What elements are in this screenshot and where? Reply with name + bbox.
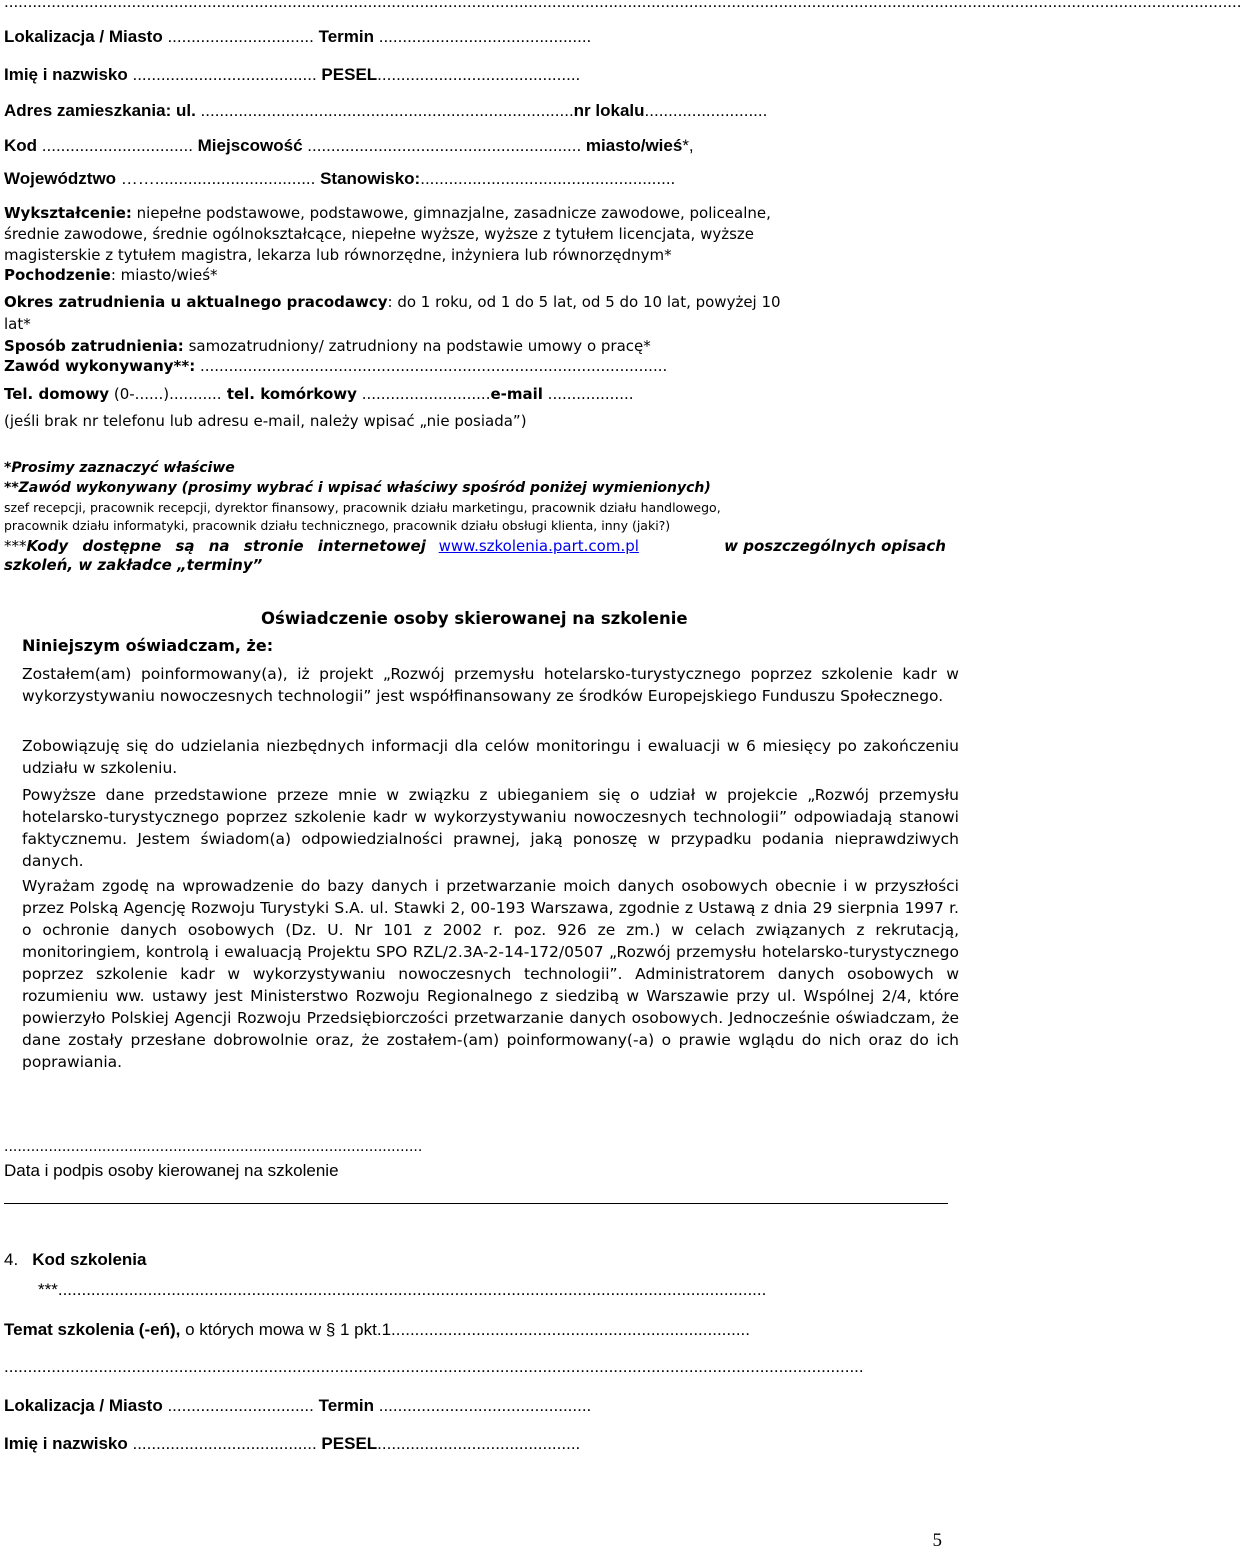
wyksztalcenie-label: Wykształcenie: bbox=[4, 204, 132, 222]
tel-domowy-label: Tel. domowy bbox=[4, 385, 110, 403]
page-number: 5 bbox=[932, 1530, 942, 1551]
wyksztalcenie-line-2: średnie zawodowe, średnie ogólnokształcące, niepełne wyższe, wyższe z tytułem licencjata, wyższe bbox=[4, 225, 754, 243]
brak-note: (jeśli brak nr telefonu lub adresu e-mail, należy wpisać „nie posiada”) bbox=[4, 412, 527, 430]
zawod-list-line-1: szef recepcji, pracownik recepcji, dyrektor finansowy, pracownik działu marketingu, pracownik działu handlowego, bbox=[4, 500, 721, 515]
stanowisko-label: Stanowisko: bbox=[315, 169, 421, 188]
lokalizacja-label-2: Lokalizacja / Miasto bbox=[4, 1396, 163, 1415]
note-kody bbox=[4, 537, 946, 555]
sposob-label: Sposób zatrudnienia: bbox=[4, 337, 184, 355]
kod-dots-fill: ...................................................................................................................................................... bbox=[57, 1280, 767, 1299]
kod-label: Kod bbox=[4, 136, 38, 155]
kod-szkolenia-label: Kod szkolenia bbox=[32, 1250, 147, 1269]
row-lokalizacja-2 bbox=[4, 1396, 591, 1416]
tel-komorkowy-dots: ........................... bbox=[356, 385, 491, 403]
row-imie-pesel bbox=[4, 65, 580, 85]
declaration-paragraph-1: Zostałem(am) poinformowany(a), iż projekt „Rozwój przemysłu hotelarsko-turystycznego poprzez szkolenie kadr w wykorzystywaniu nowoczesnych technologii” jest współfinansowany ze środków Europejskiego Funduszu Społecznego. bbox=[22, 665, 959, 705]
row-kod-dots bbox=[38, 1280, 766, 1300]
section-number: 4. bbox=[4, 1250, 19, 1269]
nr-lokalu-label: nr lokalu bbox=[573, 101, 645, 120]
email-dots: .................. bbox=[542, 385, 634, 403]
row-kod bbox=[4, 136, 694, 156]
note-zawod: **Zawód wykonywany (prosimy wybrać i wpisać właściwy spośród poniżej wymienionych) bbox=[4, 480, 711, 496]
termin-dots-2: ............................................. bbox=[374, 1396, 592, 1415]
kod-stars: *** bbox=[38, 1280, 58, 1299]
temat-label: Temat szkolenia (-eń), bbox=[4, 1320, 181, 1339]
signature-rule bbox=[4, 1203, 948, 1204]
wyksztalcenie-line-1 bbox=[4, 204, 771, 222]
pesel-dots-2: ........................................... bbox=[377, 1434, 581, 1453]
okres-continuation: lat* bbox=[4, 315, 31, 333]
miejscowosc-label: Miejscowość bbox=[192, 136, 303, 155]
declaration-paragraph-3: Powyższe dane przedstawione przeze mnie w związku z ubieganiem się o udział w projekcie „Rozwój przemysłu hotelarsko-turystycznego poprzez szkolenie kadr w wykorzystywaniu nowoczesnych technologii” odpowiadają stanowi faktycznemu. Jestem świadom(a) odpowiedzialności prawnej, jaką ponoszę w przypadku podania nieprawdziwych danych. bbox=[22, 786, 959, 870]
nr-lokalu-dots: .......................... bbox=[644, 101, 768, 120]
termin-label-2: Termin bbox=[313, 1396, 375, 1415]
row-wojewodztwo bbox=[4, 169, 675, 189]
imie-label-2: Imię i nazwisko bbox=[4, 1434, 128, 1453]
zawod-dots: .................................................................................................. bbox=[195, 357, 668, 375]
row-temat bbox=[4, 1320, 750, 1340]
pesel-label-2: PESEL bbox=[316, 1434, 378, 1453]
wyksztalcenie-line-3: magisterskie z tytułem magistra, lekarza lub równorzędne, inżyniera lub równorzędnym* bbox=[4, 246, 672, 264]
top-dotted-line: ...................................................................................................................................................................................................................................................................... bbox=[4, 0, 1241, 11]
pochodzenie-value: : miasto/wieś* bbox=[110, 266, 218, 284]
row-telefon bbox=[4, 385, 634, 403]
lokalizacja-dots: ............................... bbox=[162, 27, 314, 46]
signature-dots: .............................................................................................. bbox=[4, 1139, 423, 1155]
note-kody-text: Kody dostępne są na stronie internetowej bbox=[26, 537, 426, 555]
pesel-label: PESEL bbox=[316, 65, 378, 84]
zawod-list-line-2: pracownik działu informatyki, pracownik działu technicznego, pracownik działu obsługi klienta, inny (jaki?) bbox=[4, 518, 671, 533]
temat-dots: ............................................................................ bbox=[391, 1320, 751, 1339]
miasto-wies-label: miasto/wieś bbox=[581, 136, 683, 155]
declaration-paragraph-2: Zobowiązuję się do udzielania niezbędnych informacji dla celów monitoringu i ewaluacji w 6 miesięcy po zakończeniu udziału w szkoleniu. bbox=[22, 737, 959, 777]
miejscowosc-dots: .......................................................... bbox=[302, 136, 582, 155]
temat-text: o których mowa w § 1 pkt.1 bbox=[180, 1320, 392, 1339]
email-label: e-mail bbox=[490, 385, 543, 403]
row-pochodzenie bbox=[4, 266, 218, 284]
okres-value: : do 1 roku, od 1 do 5 lat, od 5 do 10 lat, powyżej 10 bbox=[387, 293, 781, 311]
temat-dots-line-2: ...................................................................................................................................................................................... bbox=[4, 1357, 864, 1376]
miasto-wies-star: *, bbox=[682, 136, 694, 155]
row-imie-pesel-2 bbox=[4, 1434, 580, 1454]
lokalizacja-dots-2: ............................... bbox=[162, 1396, 314, 1415]
tel-komorkowy-label: tel. komórkowy bbox=[221, 385, 357, 403]
row-adres bbox=[4, 101, 767, 121]
adres-label: Adres zamieszkania: ul. bbox=[4, 101, 196, 120]
signature-caption: Data i podpis osoby kierowanej na szkolenie bbox=[4, 1161, 339, 1180]
row-lokalizacja bbox=[4, 27, 591, 47]
pochodzenie-label: Pochodzenie bbox=[4, 266, 111, 284]
stanowisko-dots: ...................................................... bbox=[420, 169, 676, 188]
note-kody-stars: *** bbox=[4, 537, 27, 555]
tel-domowy-value: (0-......)........... bbox=[109, 385, 222, 403]
wyksztalcenie-text-1: niepełne podstawowe, podstawowe, gimnazjalne, zasadnicze zawodowe, policealne, bbox=[131, 204, 771, 222]
termin-label: Termin bbox=[313, 27, 375, 46]
pesel-dots: ........................................... bbox=[377, 65, 581, 84]
declaration-paragraph-4: Wyrażam zgodę na wprowadzenie do bazy danych i przetwarzanie moich danych osobowych obecnie i w przyszłości przez Polską Agencję Rozwoju Turystyki S.A. ul. Stawki 2, 00-193 Warszawa, zgodnie z Ustawą z dnia 29 sierpnia 1997 r. o ochronie danych osobowych (Dz. U. Nr 101 z 2002 r. poz. 926 ze zm.) w celach związanych z rekrutacją, monitoringiem, kontrolą i ewaluacją Projektu SPO RZL/2.3A-2-14-172/0507 „Rozwój przemysłu hotelarsko-turystycznego poprzez szkolenie kadr w wykorzystywaniu nowoczesnych technologii”. Administratorem danych osobowych w rozumieniu ww. ustawy jest Ministerstwo Rozwoju Regionalnego z siedzibą w Warszawie przy ul. Wspólnej 2/4, które powierzyło Polskiej Agencji Rozwoju Przedsiębiorczości przetwarzanie danych osobowych. Jednocześnie oświadczam, że dane zostały przesłane dobrowolnie oraz, że zostałem-(am) poinformowany(-a) o prawie wglądu do nich oraz do ich poprawiania. bbox=[22, 877, 959, 1071]
row-sposob bbox=[4, 337, 651, 355]
lokalizacja-label: Lokalizacja / Miasto bbox=[4, 27, 163, 46]
termin-dots: ............................................. bbox=[374, 27, 592, 46]
kod-dots: ................................ bbox=[37, 136, 193, 155]
note-prosimy: *Prosimy zaznaczyć właściwe bbox=[4, 460, 235, 476]
imie-dots-2: ....................................... bbox=[127, 1434, 317, 1453]
row-kod-szkolenia bbox=[4, 1250, 147, 1270]
declaration-title: Oświadczenie osoby skierowanej na szkolenie bbox=[261, 609, 688, 628]
wojewodztwo-dots: …….................................. bbox=[116, 169, 316, 188]
imie-dots: ....................................... bbox=[127, 65, 317, 84]
note-kody-after: w poszczególnych opisach bbox=[724, 537, 946, 555]
szkolenia-link[interactable]: www.szkolenia.part.com.pl bbox=[438, 537, 639, 555]
wojewodztwo-label: Województwo bbox=[4, 169, 117, 188]
zawod-label: Zawód wykonywany**: bbox=[4, 357, 196, 375]
declaration-intro: Niniejszym oświadczam, że: bbox=[22, 636, 274, 655]
row-zawod bbox=[4, 357, 667, 375]
sposob-value: samozatrudniony/ zatrudniony na podstawie umowy o pracę* bbox=[183, 337, 651, 355]
okres-label: Okres zatrudnienia u aktualnego pracodawcy bbox=[4, 293, 388, 311]
row-okres bbox=[4, 293, 781, 311]
adres-dots: ............................................................................... bbox=[195, 101, 574, 120]
imie-label: Imię i nazwisko bbox=[4, 65, 128, 84]
note-kody-line-2: szkoleń, w zakładce „terminy” bbox=[4, 556, 263, 574]
